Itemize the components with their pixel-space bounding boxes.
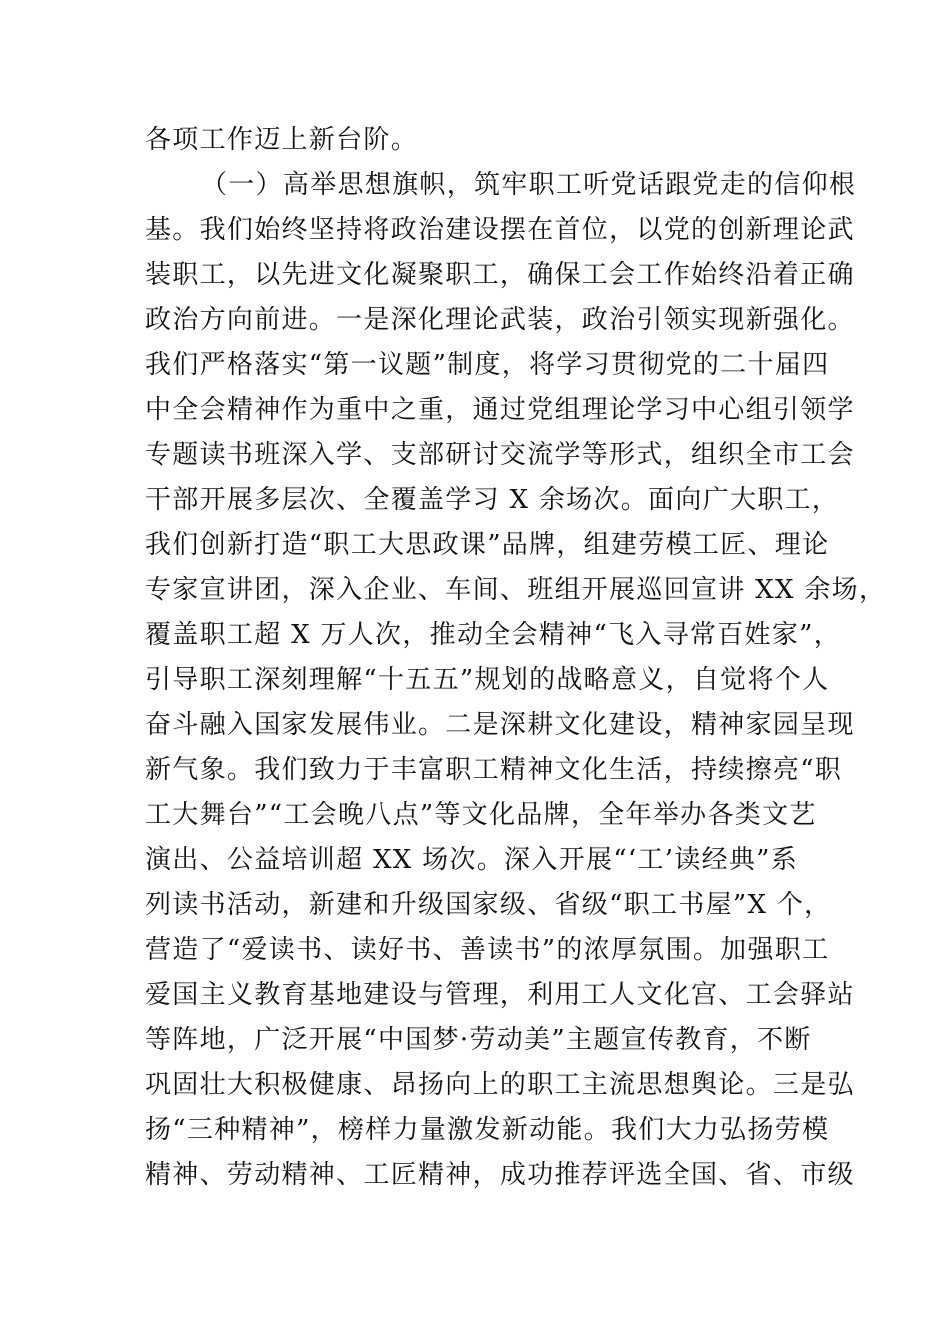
text-line: 我们严格落实“第一议题”制度，将学习贯彻党的二十届四: [145, 350, 830, 380]
text-line: 专题读书班深入学、支部研讨交流学等形式，组织全市工会: [145, 440, 855, 470]
text-line: 精神、劳动精神、工匠精神，成功推荐评选全国、省、市级: [145, 1160, 855, 1190]
text-line: 工大舞台”“工会晚八点”等文化品牌，全年举办各类文艺: [145, 800, 817, 830]
text-line: 营造了“爱读书、读好书、善读书”的浓厚氛围。加强职工: [145, 935, 830, 965]
text-line: 巩固壮大积极健康、昂扬向上的职工主流思想舆论。三是弘: [145, 1070, 855, 1100]
text-line: 引导职工深刻理解“十五五”规划的战略意义，自觉将个人: [145, 665, 830, 695]
body-text: [145, 118, 887, 1198]
text-line: 奋斗融入国家发展伟业。二是深耕文化建设，精神家园呈现: [145, 710, 855, 740]
text-line: 我们创新打造“职工大思政课”品牌，组建劳模工匠、理论: [145, 530, 830, 560]
text-line: 新气象。我们致力于丰富职工精神文化生活，持续擦亮“职: [145, 755, 843, 785]
text-line: 等阵地，广泛开展“中国梦·劳动美”主题宣传教育，不断: [145, 1025, 812, 1055]
text-line: 各项工作迈上新台阶。: [145, 125, 419, 155]
text-line: 中全会精神作为重中之重，通过党组理论学习中心组引领学: [145, 395, 855, 425]
text-line: 基。我们始终坚持将政治建设摆在首位，以党的创新理论武: [145, 215, 855, 245]
text-line: 专家宣讲团，深入企业、车间、班组开展巡回宣讲 XX 余场，: [145, 575, 887, 605]
section-heading-line: （一）高举思想旗帜，筑牢职工听党话跟党走的信仰根: [201, 170, 857, 200]
text-line: 爱国主义教育基地建设与管理，利用工人文化宫、工会驿站: [145, 980, 855, 1010]
text-line: 政治方向前进。一是深化理论武装，政治引领实现新强化。: [145, 305, 855, 335]
text-line: 扬“三种精神”，榜样力量激发新动能。我们大力弘扬劳模: [145, 1115, 830, 1145]
text-line: 演出、公益培训超 XX 场次。深入开展“‘工’读经典”系: [145, 845, 799, 875]
text-line: 列读书活动，新建和升级国家级、省级“职工书屋”X 个，: [145, 890, 832, 920]
text-line: 干部开展多层次、全覆盖学习 X 余场次。面向广大职工，: [145, 485, 840, 515]
text-line: 覆盖职工超 X 万人次，推动全会精神“飞入寻常百姓家”，: [145, 620, 842, 650]
text-line: 装职工，以先进文化凝聚职工，确保工会工作始终沿着正确: [145, 260, 855, 290]
